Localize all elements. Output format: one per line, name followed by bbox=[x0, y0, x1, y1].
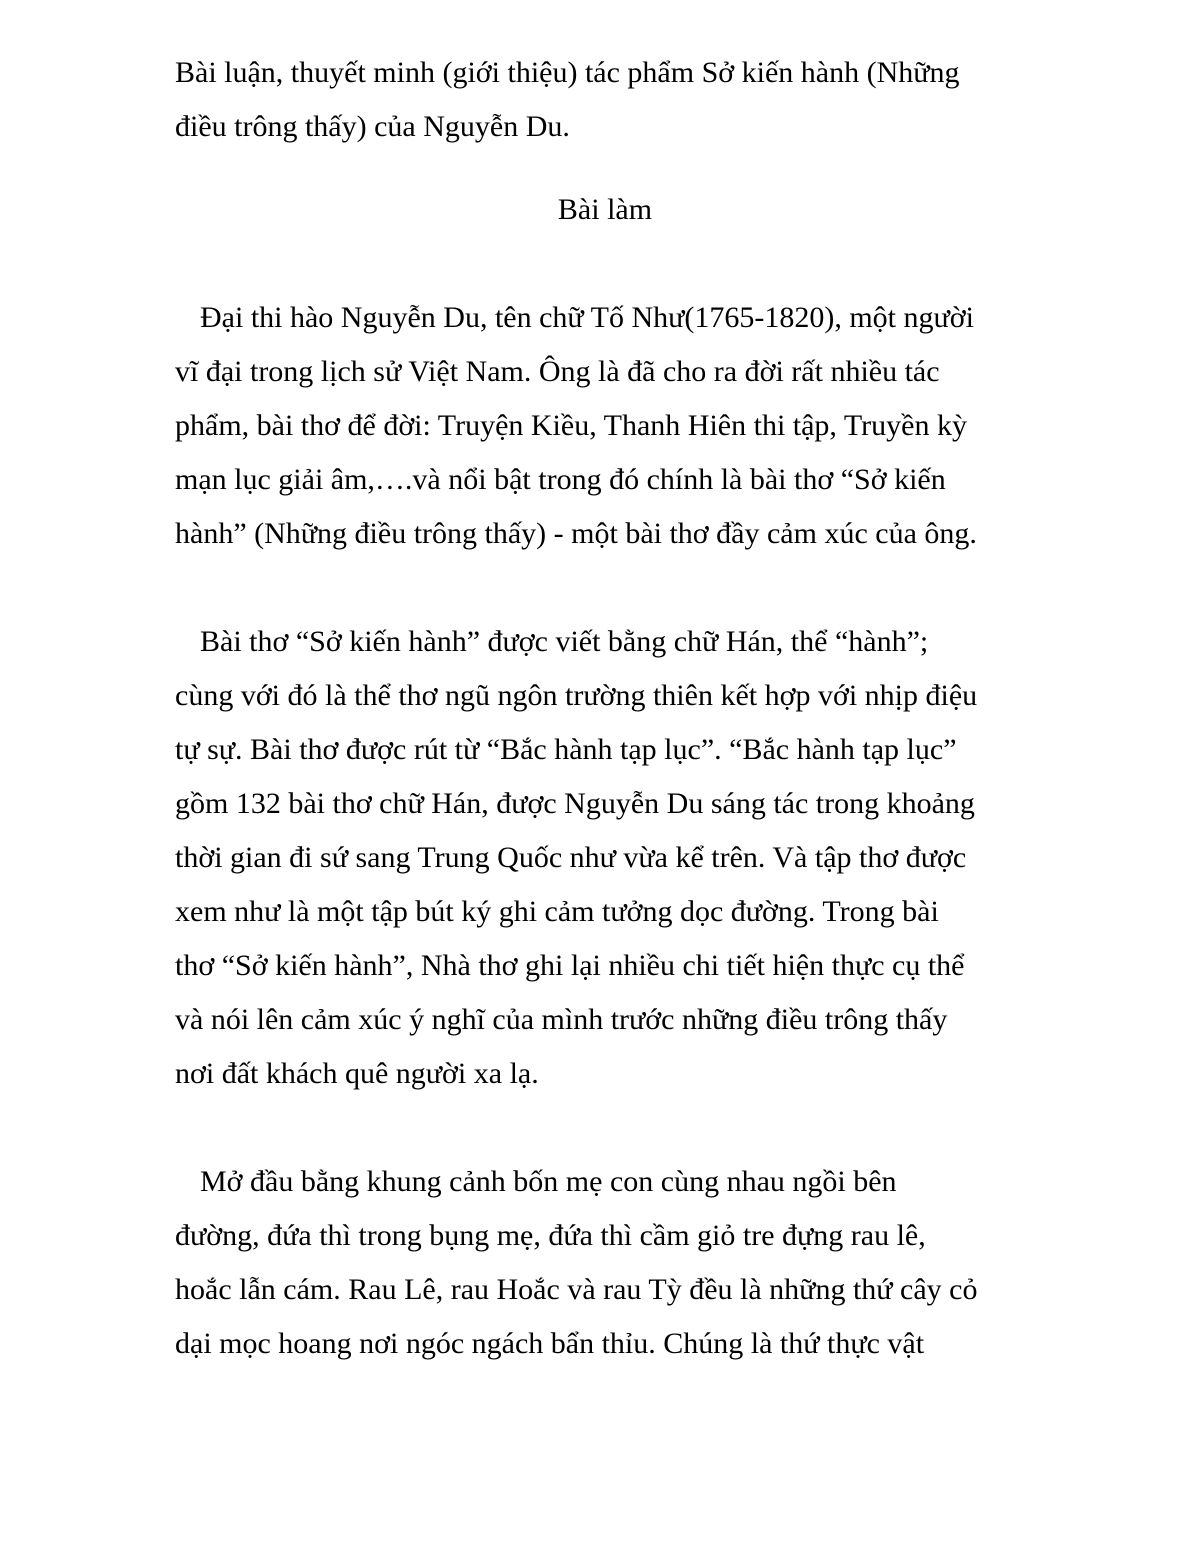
title-line: điều trông thấy) của Nguyễn Du. bbox=[175, 110, 570, 143]
paragraph-line: xem như là một tập bút ký ghi cảm tưởng dọc đường. Trong bài bbox=[175, 895, 939, 928]
paragraph-line: đường, đứa thì trong bụng mẹ, đứa thì cầm giỏ tre đựng rau lê, bbox=[175, 1219, 926, 1252]
paragraph-line: Bài thơ “Sở kiến hành” được viết bằng chữ Hán, thể “hành”; bbox=[200, 625, 929, 658]
title-line: Bài luận, thuyết minh (giới thiệu) tác phẩm Sở kiến hành (Những bbox=[175, 56, 960, 89]
paragraph-line: thời gian đi sứ sang Trung Quốc như vừa kể trên. Và tập thơ được bbox=[175, 841, 967, 874]
document-page bbox=[175, 46, 1035, 1371]
paragraph-intro bbox=[175, 291, 1035, 561]
paragraph-line: tự sự. Bài thơ được rút từ “Bắc hành tạp lục”. “Bắc hành tạp lục” bbox=[175, 733, 957, 766]
paragraph-line: nơi đất khách quê người xa lạ. bbox=[175, 1057, 539, 1090]
paragraph-line: gồm 132 bài thơ chữ Hán, được Nguyễn Du sáng tác trong khoảng bbox=[175, 787, 975, 820]
paragraph-line: dại mọc hoang nơi ngóc ngách bẩn thỉu. Chúng là thứ thực vật bbox=[175, 1327, 925, 1360]
paragraph-line: thơ “Sở kiến hành”, Nhà thơ ghi lại nhiều chi tiết hiện thực cụ thể bbox=[175, 949, 965, 982]
paragraph-line: Mở đầu bằng khung cảnh bốn mẹ con cùng nhau ngồi bên bbox=[200, 1165, 897, 1198]
paragraph-line: phẩm, bài thơ để đời: Truyện Kiều, Thanh Hiên thi tập, Truyền kỳ bbox=[175, 409, 967, 442]
paragraph-opening-scene bbox=[175, 1155, 1035, 1371]
paragraph-line: vĩ đại trong lịch sử Việt Nam. Ông là đã cho ra đời rất nhiều tác bbox=[175, 355, 940, 388]
paragraph-line: Đại thi hào Nguyễn Du, tên chữ Tố Như(1765-1820), một người bbox=[200, 301, 974, 334]
document-title bbox=[175, 46, 1035, 154]
paragraph-line: mạn lục giải âm,….và nổi bật trong đó chính là bài thơ “Sở kiến bbox=[175, 463, 946, 496]
section-heading: Bài làm bbox=[557, 193, 653, 226]
paragraph-line: hành” (Những điều trông thấy) - một bài thơ đầy cảm xúc của ông. bbox=[175, 517, 977, 550]
paragraph-line: cùng với đó là thể thơ ngũ ngôn trường thiên kết hợp với nhịp điệu bbox=[175, 679, 978, 712]
paragraph-poem-form bbox=[175, 615, 1035, 1101]
paragraph-line: hoắc lẫn cám. Rau Lê, rau Hoắc và rau Tỳ đều là những thứ cây cỏ bbox=[175, 1273, 978, 1306]
paragraph-line: và nói lên cảm xúc ý nghĩ của mình trước những điều trông thấy bbox=[175, 1003, 948, 1036]
